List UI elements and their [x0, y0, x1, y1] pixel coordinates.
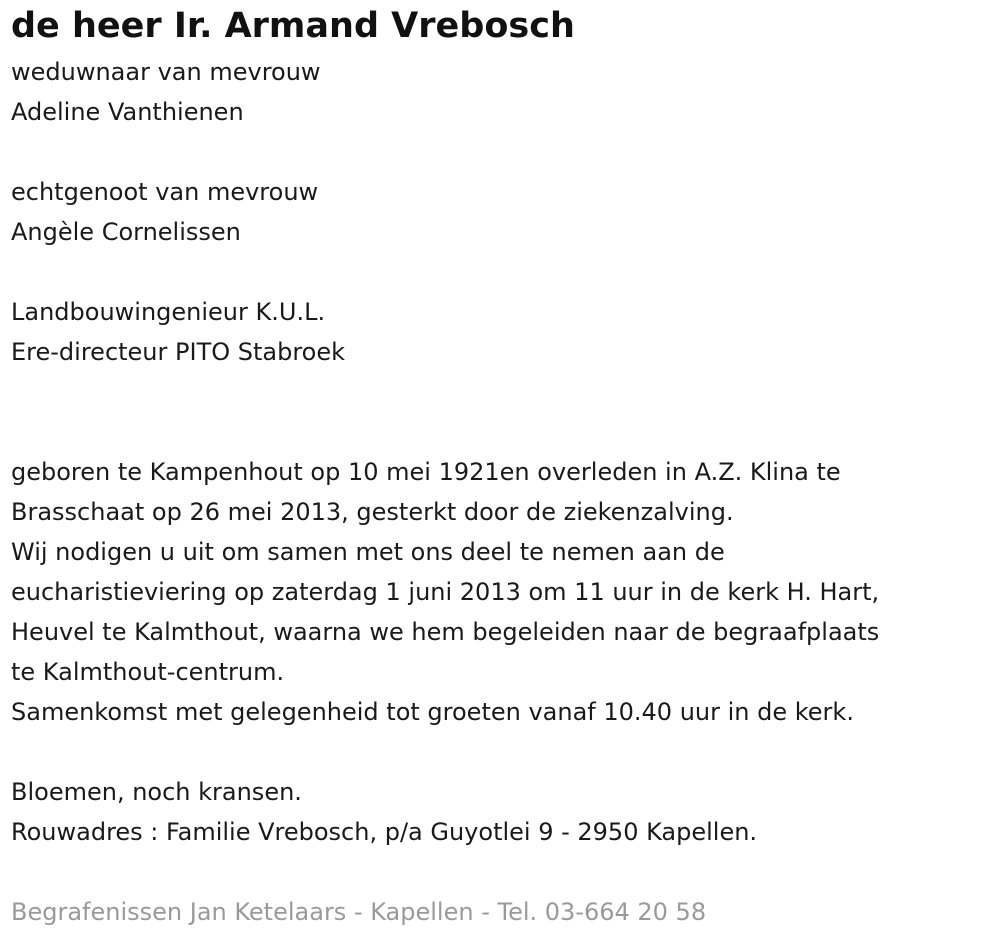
spacer [11, 732, 991, 772]
spacer [11, 252, 991, 292]
spouse-section [11, 172, 991, 252]
widower-label: weduwnaar van mevrouw [11, 58, 321, 86]
widower-section [11, 52, 991, 132]
announcement-line: Wij nodigen u uit om samen met ons deel te nemen aan de [11, 538, 725, 566]
spacer [11, 372, 991, 452]
announcement-line: Brasschaat op 26 mei 2013, gesterkt door de ziekenzalving. [11, 498, 734, 526]
spacer [11, 132, 991, 172]
profession-section [11, 292, 991, 372]
mourning-address: Rouwadres : Familie Vrebosch, p/a Guyotlei 9 - 2950 Kapellen. [11, 818, 758, 846]
profession-title: Landbouwingenieur K.U.L. [11, 298, 326, 326]
funeral-home-footer: Begrafenissen Jan Ketelaars - Kapellen - Tel. 03-664 20 58 [11, 898, 707, 926]
flowers-note: Bloemen, noch kransen. [11, 778, 302, 806]
closing-section [11, 772, 991, 852]
announcement-line: Heuvel te Kalmthout, waarna we hem begeleiden naar de begraafplaats [11, 618, 880, 646]
announcement-line: eucharistieviering op zaterdag 1 juni 2013 om 11 uur in de kerk H. Hart, [11, 578, 880, 606]
deceased-name-title: de heer Ir. Armand Vrebosch [11, 6, 575, 46]
obituary-notice [11, 0, 991, 932]
spouse-name: Angèle Cornelissen [11, 218, 241, 246]
announcement-line: te Kalmthout-centrum. [11, 658, 285, 686]
former-position: Ere-directeur PITO Stabroek [11, 338, 346, 366]
spacer [11, 852, 991, 892]
announcement-line: geboren te Kampenhout op 10 mei 1921en overleden in A.Z. Klina te [11, 458, 841, 486]
announcement-section [11, 452, 991, 732]
late-wife-name: Adeline Vanthienen [11, 98, 244, 126]
announcement-line: Samenkomst met gelegenheid tot groeten vanaf 10.40 uur in de kerk. [11, 698, 854, 726]
spouse-label: echtgenoot van mevrouw [11, 178, 319, 206]
